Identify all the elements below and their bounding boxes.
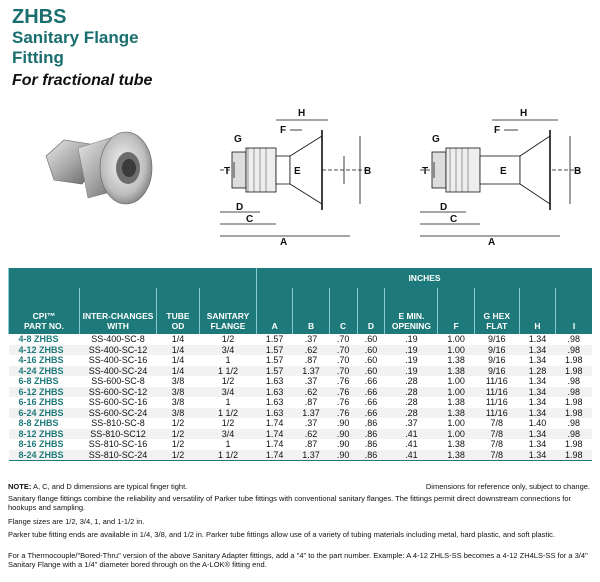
table-cell: .98 xyxy=(556,334,592,345)
table-row xyxy=(9,429,593,440)
product-subtitle: For fractional tube xyxy=(12,72,153,89)
table-cell: .90 xyxy=(329,429,357,440)
table-cell: 1.34 xyxy=(519,334,555,345)
table-cell: .37 xyxy=(385,418,438,429)
col-c: C xyxy=(329,288,357,334)
table-cell: 1.38 xyxy=(438,439,474,450)
table-cell: 1.63 xyxy=(257,376,293,387)
table-cell: .86 xyxy=(357,429,385,440)
tube-ends-paragraph: Parker tube fitting ends are available in 1/4, 3/8, and 1/2 in. Parker tube fittings allow use of a variety of tubing materials including metal, hard plastic, and soft plastic. xyxy=(8,530,555,539)
description-paragraph: Sanitary flange fittings combine the reliability and versatility of Parker tube fittings with conventional sanitary flanges. The fittings permit direct downstream connections for hookups and sampling. xyxy=(8,494,572,512)
table-cell: .28 xyxy=(385,397,438,408)
table-cell: 1.34 xyxy=(519,345,555,356)
table-cell: .86 xyxy=(357,450,385,461)
table-cell: SS-600-SC-8 xyxy=(80,376,157,387)
table-cell: .37 xyxy=(293,418,329,429)
table-cell: .62 xyxy=(293,387,329,398)
table-cell: .76 xyxy=(329,408,357,419)
table-cell: .98 xyxy=(556,376,592,387)
table-cell: 1/2 xyxy=(157,450,200,461)
table-cell: 1.00 xyxy=(438,345,474,356)
table-cell: 7/8 xyxy=(474,429,519,440)
dimension-diagram-1 xyxy=(210,100,390,245)
table-cell: 1.57 xyxy=(257,366,293,377)
table-cell: .60 xyxy=(357,334,385,345)
col-sanitary-flange: SANITARY FLANGE xyxy=(200,288,257,334)
table-cell: 1.40 xyxy=(519,418,555,429)
product-name-line1: Sanitary Flange xyxy=(12,28,139,47)
reference-note: Dimensions for reference only, subject to change. xyxy=(425,482,590,491)
table-cell: 1.34 xyxy=(519,387,555,398)
table-cell: 1 1/2 xyxy=(200,366,257,377)
product-name-line2: Fitting xyxy=(12,48,64,67)
table-cell: 1/2 xyxy=(157,418,200,429)
table-cell: 1.00 xyxy=(438,334,474,345)
part-number-cell: 4-8 ZHBS xyxy=(9,334,80,345)
table-row xyxy=(9,418,593,429)
table-cell: SS-400-SC-8 xyxy=(80,334,157,345)
table-cell: .60 xyxy=(357,366,385,377)
col-tube-od: TUBE OD xyxy=(157,288,200,334)
table-cell: .62 xyxy=(293,345,329,356)
d2-label: H xyxy=(520,108,528,119)
table-cell: 1.38 xyxy=(438,408,474,419)
table-cell: 1.98 xyxy=(556,408,592,419)
table-cell: 1.98 xyxy=(556,439,592,450)
table-cell: 11/16 xyxy=(474,387,519,398)
table-cell: 3/8 xyxy=(157,397,200,408)
table-note: NOTE: A, C, and D dimensions are typical finger tight. xyxy=(8,482,188,491)
d2-label: A xyxy=(488,237,496,245)
table-cell: 9/16 xyxy=(474,366,519,377)
table-cell: SS-600-SC-24 xyxy=(80,408,157,419)
table-cell: 1.38 xyxy=(438,450,474,461)
table-cell: 1.57 xyxy=(257,334,293,345)
table-row xyxy=(9,408,593,419)
table-cell: 1/2 xyxy=(157,429,200,440)
table-cell: 1/2 xyxy=(200,376,257,387)
table-cell: 3/4 xyxy=(200,345,257,356)
spec-table-body xyxy=(9,334,593,461)
table-cell: 9/16 xyxy=(474,334,519,345)
d2-label: G xyxy=(432,134,440,145)
table-cell: 1/4 xyxy=(157,345,200,356)
d2-label: C xyxy=(450,214,458,225)
table-cell: 1.63 xyxy=(257,397,293,408)
table-cell: .37 xyxy=(293,376,329,387)
table-cell: 1.37 xyxy=(293,450,329,461)
table-cell: 3/8 xyxy=(157,376,200,387)
table-cell: 1/2 xyxy=(200,418,257,429)
table-cell: .90 xyxy=(329,450,357,461)
table-cell: 1/2 xyxy=(157,439,200,450)
d1-label: F xyxy=(280,125,287,136)
table-cell: 1.57 xyxy=(257,345,293,356)
d1-label: D xyxy=(236,202,244,213)
table-cell: SS-600-SC-16 xyxy=(80,397,157,408)
table-cell: 1.00 xyxy=(438,387,474,398)
table-cell: 1.34 xyxy=(519,450,555,461)
page-header xyxy=(12,6,152,92)
bored-thru-paragraph: For a Thermocouple/"Bored-Thru" version of the above Sanitary Adapter fittings, add a "4" to the part number. Example: A 4-12 ZHLS-SS becomes a 4-12 ZH4LS-SS for a 3/4" Sanitary Flange with a 1/4" diameter bored through on the A-LOK® fitting end. xyxy=(8,551,588,569)
table-row xyxy=(9,355,593,366)
d1-label: E xyxy=(294,166,301,177)
table-cell: 9/16 xyxy=(474,355,519,366)
table-cell: 1.34 xyxy=(519,408,555,419)
table-cell: .28 xyxy=(385,387,438,398)
table-cell: .41 xyxy=(385,429,438,440)
table-cell: 1/2 xyxy=(200,334,257,345)
col-g: G HEX FLAT xyxy=(474,288,519,334)
part-number-cell: 4-24 ZHBS xyxy=(9,366,80,377)
table-cell: .90 xyxy=(329,418,357,429)
table-cell: 1.74 xyxy=(257,450,293,461)
col-d: D xyxy=(357,288,385,334)
table-cell: .19 xyxy=(385,366,438,377)
table-cell: .70 xyxy=(329,334,357,345)
d1-label: T xyxy=(224,166,231,177)
table-cell: SS-810-SC12 xyxy=(80,429,157,440)
table-cell: SS-810-SC-8 xyxy=(80,418,157,429)
table-row xyxy=(9,450,593,461)
table-cell: 7/8 xyxy=(474,439,519,450)
part-number-cell: 6-8 ZHBS xyxy=(9,376,80,387)
table-cell: 1.37 xyxy=(293,366,329,377)
table-cell: .62 xyxy=(293,429,329,440)
part-number-cell: 6-12 ZHBS xyxy=(9,387,80,398)
table-cell: SS-400-SC-24 xyxy=(80,366,157,377)
table-cell: 11/16 xyxy=(474,397,519,408)
part-number-cell: 8-24 ZHBS xyxy=(9,450,80,461)
table-cell: 1.00 xyxy=(438,376,474,387)
table-cell: 1.38 xyxy=(438,355,474,366)
table-cell: .76 xyxy=(329,387,357,398)
table-cell: 11/16 xyxy=(474,408,519,419)
part-number-cell: 6-16 ZHBS xyxy=(9,397,80,408)
table-cell: 1/4 xyxy=(157,366,200,377)
table-cell: 7/8 xyxy=(474,418,519,429)
table-cell: .19 xyxy=(385,334,438,345)
table-row xyxy=(9,397,593,408)
d1-label: B xyxy=(364,166,372,177)
table-cell: SS-810-SC-16 xyxy=(80,439,157,450)
col-interchanges: INTER-CHANGES WITH xyxy=(80,288,157,334)
table-cell: 3/8 xyxy=(157,387,200,398)
table-cell: .60 xyxy=(357,345,385,356)
d2-label: F xyxy=(494,125,501,136)
table-cell: .70 xyxy=(329,366,357,377)
table-cell: 1.98 xyxy=(556,355,592,366)
table-cell: .98 xyxy=(556,387,592,398)
table-cell: 1.98 xyxy=(556,450,592,461)
dimension-diagram-2 xyxy=(410,100,590,245)
d1-label: H xyxy=(298,108,306,119)
col-a: A xyxy=(257,288,293,334)
table-cell: 1.37 xyxy=(293,408,329,419)
table-cell: .19 xyxy=(385,355,438,366)
part-number-cell: 8-8 ZHBS xyxy=(9,418,80,429)
col-e: E MIN. OPENING xyxy=(385,288,438,334)
table-cell: .66 xyxy=(357,376,385,387)
table-cell: 1 1/2 xyxy=(200,408,257,419)
part-number-cell: 8-16 ZHBS xyxy=(9,439,80,450)
fitting-photo xyxy=(38,118,158,223)
col-part-no: CPI™ PART NO. xyxy=(9,288,80,334)
table-cell: 1.34 xyxy=(519,355,555,366)
table-cell: 1.28 xyxy=(519,366,555,377)
table-cell: 1.00 xyxy=(438,429,474,440)
table-row xyxy=(9,387,593,398)
table-cell: SS-810-SC-24 xyxy=(80,450,157,461)
table-cell: .66 xyxy=(357,408,385,419)
table-cell: 1.34 xyxy=(519,397,555,408)
table-cell: 1.57 xyxy=(257,355,293,366)
col-b: B xyxy=(293,288,329,334)
part-number-cell: 8-12 ZHBS xyxy=(9,429,80,440)
table-row xyxy=(9,376,593,387)
part-number-cell: 4-16 ZHBS xyxy=(9,355,80,366)
table-cell: 1 xyxy=(200,355,257,366)
table-cell: 1/4 xyxy=(157,355,200,366)
table-row xyxy=(9,439,593,450)
table-cell: .98 xyxy=(556,418,592,429)
table-cell: 1.34 xyxy=(519,439,555,450)
d2-label: D xyxy=(440,202,448,213)
table-cell: .98 xyxy=(556,429,592,440)
table-cell: 1/4 xyxy=(157,334,200,345)
table-cell: SS-600-SC-12 xyxy=(80,387,157,398)
table-cell: 1 xyxy=(200,397,257,408)
table-cell: .41 xyxy=(385,450,438,461)
table-cell: 1.34 xyxy=(519,376,555,387)
table-cell: .76 xyxy=(329,397,357,408)
table-row xyxy=(9,334,593,345)
table-row xyxy=(9,345,593,356)
table-cell: .87 xyxy=(293,439,329,450)
table-cell: .37 xyxy=(293,334,329,345)
table-cell: .70 xyxy=(329,345,357,356)
table-cell: 1.74 xyxy=(257,439,293,450)
part-number-cell: 4-12 ZHBS xyxy=(9,345,80,356)
col-f: F xyxy=(438,288,474,334)
table-cell: 1.98 xyxy=(556,366,592,377)
table-cell: .28 xyxy=(385,408,438,419)
product-code: ZHBS xyxy=(12,6,67,28)
table-cell: 1.00 xyxy=(438,418,474,429)
table-cell: 3/4 xyxy=(200,387,257,398)
table-cell: .66 xyxy=(357,397,385,408)
d2-label: B xyxy=(574,166,582,177)
table-cell: 1.38 xyxy=(438,397,474,408)
table-cell: .98 xyxy=(556,345,592,356)
table-cell: 9/16 xyxy=(474,345,519,356)
col-i: I xyxy=(556,288,592,334)
table-cell: 11/16 xyxy=(474,376,519,387)
table-cell: 1 xyxy=(200,439,257,450)
table-cell: .66 xyxy=(357,387,385,398)
table-cell: 7/8 xyxy=(474,450,519,461)
flange-sizes-paragraph: Flange sizes are 1/2, 3/4, 1, and 1-1/2 in. xyxy=(8,517,145,526)
table-cell: .87 xyxy=(293,355,329,366)
table-cell: SS-400-SC-12 xyxy=(80,345,157,356)
d2-label: E xyxy=(500,166,507,177)
spec-table xyxy=(8,268,592,461)
table-cell: .70 xyxy=(329,355,357,366)
table-row xyxy=(9,366,593,377)
table-cell: .86 xyxy=(357,439,385,450)
col-h: H xyxy=(519,288,555,334)
table-cell: 1.63 xyxy=(257,408,293,419)
table-cell: .90 xyxy=(329,439,357,450)
table-cell: 1.63 xyxy=(257,387,293,398)
table-cell: .86 xyxy=(357,418,385,429)
table-cell: .28 xyxy=(385,376,438,387)
part-number-cell: 6-24 ZHBS xyxy=(9,408,80,419)
table-cell: .41 xyxy=(385,439,438,450)
table-cell: 1.98 xyxy=(556,397,592,408)
table-cell: 1.34 xyxy=(519,429,555,440)
d1-label: C xyxy=(246,214,254,225)
table-cell: 3/8 xyxy=(157,408,200,419)
table-cell: 1.74 xyxy=(257,429,293,440)
table-cell: SS-400-SC-16 xyxy=(80,355,157,366)
table-cell: .19 xyxy=(385,345,438,356)
table-cell: 1.38 xyxy=(438,366,474,377)
spec-table-blank-header xyxy=(9,268,257,288)
table-cell: 1.74 xyxy=(257,418,293,429)
table-cell: 1 1/2 xyxy=(200,450,257,461)
d2-label: T xyxy=(422,166,429,177)
table-cell: .76 xyxy=(329,376,357,387)
table-cell: 3/4 xyxy=(200,429,257,440)
table-cell: .87 xyxy=(293,397,329,408)
inches-header: INCHES xyxy=(257,268,593,288)
table-cell: .60 xyxy=(357,355,385,366)
d1-label: A xyxy=(280,237,288,245)
d1-label: G xyxy=(234,134,242,145)
